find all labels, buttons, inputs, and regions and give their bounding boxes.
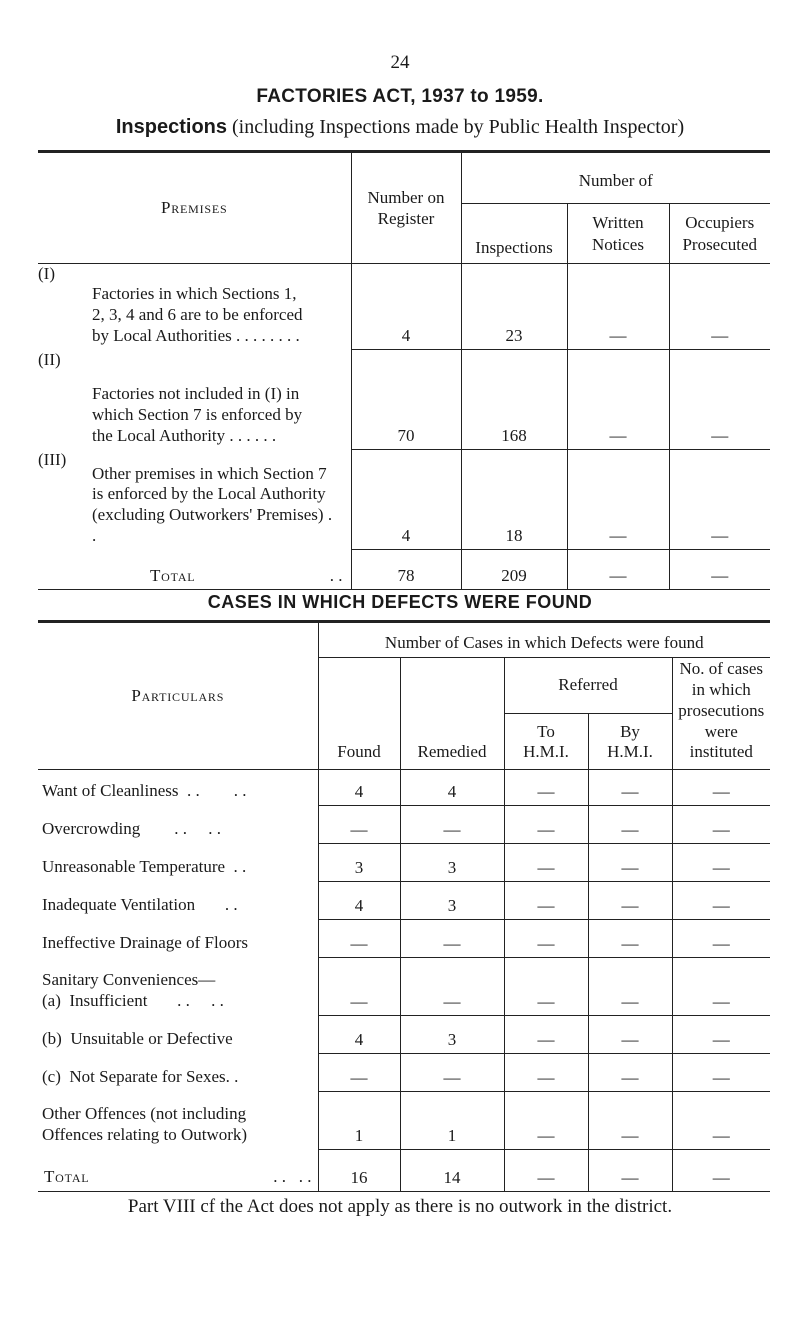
cell-register: 70: [351, 350, 461, 450]
cell-prosecutions: —: [672, 1054, 770, 1092]
header-found: Found: [318, 658, 400, 770]
cell-remedied: 1: [400, 1092, 504, 1150]
total-label: Total . . . .: [38, 1150, 318, 1192]
total-prosecuted: —: [669, 550, 770, 590]
table-row: [38, 350, 770, 450]
cell-prosecuted: —: [669, 450, 770, 550]
row-particulars: Inadequate Ventilation . .: [42, 895, 238, 915]
cell-remedied: 4: [400, 770, 504, 806]
table-row: [38, 1054, 770, 1092]
cell-register: 4: [351, 450, 461, 550]
cell-remedied: 3: [400, 844, 504, 882]
cell-by-hmi: —: [588, 806, 672, 844]
cell-prosecutions: —: [672, 958, 770, 1016]
cell-prosecuted: —: [669, 264, 770, 350]
row-premises-label: (I) Factories in which Sections 1, 2, 3, 4 and 6 are to be enforced by Local Authorities . . . . . . . .: [38, 264, 303, 345]
header-occupiers-prosecuted: Occupiers Prosecuted: [669, 204, 770, 264]
cell-by-hmi: —: [588, 958, 672, 1016]
factories-act-title: FACTORIES ACT, 1937 to 1959.: [256, 86, 544, 107]
defects-title: CASES IN WHICH DEFECTS WERE FOUND: [207, 592, 593, 612]
inspections-subtitle: [0, 116, 800, 139]
cell-to-hmi: —: [504, 770, 588, 806]
table-row: [38, 882, 770, 920]
cell-inspections: 23: [461, 264, 567, 350]
inspections-table: [38, 150, 770, 590]
cell-prosecutions: —: [672, 1016, 770, 1054]
cell-found: —: [318, 1054, 400, 1092]
cell-found: 1: [318, 1092, 400, 1150]
subtitle-rest: (including Inspections made by Public Health Inspector): [227, 116, 685, 138]
cell-found: 3: [318, 844, 400, 882]
cell-inspections: 168: [461, 350, 567, 450]
header-prosecutions: No. of cases in which prosecutions were instituted: [672, 658, 770, 770]
table-row: [38, 1092, 770, 1150]
cell-prosecutions: —: [672, 806, 770, 844]
header-number-of-cases: Number of Cases in which Defects were found: [318, 622, 770, 658]
cell-prosecuted: —: [669, 350, 770, 450]
row-particulars: (b) Unsuitable or Defective: [42, 1029, 233, 1049]
table-row: [38, 264, 770, 350]
cell-by-hmi: —: [588, 1054, 672, 1092]
row-particulars: Unreasonable Temperature . .: [42, 857, 247, 877]
header-referred: Referred: [504, 658, 672, 714]
row-particulars: Other Offences (not including Offences relating to Outwork): [42, 1104, 248, 1145]
cell-found: —: [318, 806, 400, 844]
total-remedied: 14: [400, 1150, 504, 1192]
header-inspections: Inspections: [461, 204, 567, 264]
table-row: [38, 958, 770, 1016]
cell-remedied: —: [400, 920, 504, 958]
cell-by-hmi: —: [588, 844, 672, 882]
cell-prosecutions: —: [672, 844, 770, 882]
cell-to-hmi: —: [504, 882, 588, 920]
cell-notices: —: [567, 264, 669, 350]
total-label: Total . .: [38, 550, 351, 590]
row-particulars: (c) Not Separate for Sexes. .: [42, 1067, 239, 1087]
total-by-hmi: —: [588, 1150, 672, 1192]
page-number: 24: [390, 52, 410, 73]
cell-by-hmi: —: [588, 920, 672, 958]
cell-to-hmi: —: [504, 806, 588, 844]
cell-register: 4: [351, 264, 461, 350]
header-premises: Premises: [38, 152, 351, 264]
total-row: [38, 1150, 770, 1192]
cell-remedied: 3: [400, 1016, 504, 1054]
cell-found: —: [318, 958, 400, 1016]
cell-to-hmi: —: [504, 1092, 588, 1150]
total-found: 16: [318, 1150, 400, 1192]
header-written-notices: Written Notices: [567, 204, 669, 264]
cell-prosecutions: —: [672, 1092, 770, 1150]
table-row: [38, 450, 770, 550]
cell-notices: —: [567, 350, 669, 450]
total-inspections: 209: [461, 550, 567, 590]
row-particulars: Ineffective Drainage of Floors: [42, 933, 248, 953]
table-row: [38, 1016, 770, 1054]
total-register: 78: [351, 550, 461, 590]
header-number-of: Number of: [461, 152, 770, 204]
cell-remedied: —: [400, 1054, 504, 1092]
cell-to-hmi: —: [504, 1016, 588, 1054]
header-particulars: Particulars: [38, 622, 318, 770]
cell-remedied: 3: [400, 882, 504, 920]
defects-table: [38, 620, 770, 1192]
cell-to-hmi: —: [504, 958, 588, 1016]
cell-found: 4: [318, 882, 400, 920]
row-particulars: Want of Cleanliness . . . .: [42, 781, 247, 801]
table-row: [38, 770, 770, 806]
row-particulars: Sanitary Conveniences— (a) Insufficient . . . .: [42, 970, 224, 1011]
footnote: Part VIII cf the Act does not apply as there is no outwork in the district.: [127, 1196, 673, 1217]
header-to-hmi: To H.M.I.: [504, 714, 588, 770]
cell-to-hmi: —: [504, 844, 588, 882]
cell-remedied: —: [400, 958, 504, 1016]
table-row: [38, 844, 770, 882]
subtitle-bold: Inspections: [115, 116, 228, 138]
row-particulars: Overcrowding . . . .: [42, 819, 221, 839]
cell-found: —: [318, 920, 400, 958]
header-remedied: Remedied: [400, 658, 504, 770]
cell-inspections: 18: [461, 450, 567, 550]
table-row: [38, 806, 770, 844]
row-premises-label: (II) Factories not included in (I) in which Section 7 is enforced by the Local Authority . . . . . .: [38, 349, 303, 445]
header-by-hmi: By H.M.I.: [588, 714, 672, 770]
row-premises-label: (III) Other premises in which Section 7 is enforced by the Local Authority (excluding Outworkers' Premises) . .: [38, 449, 333, 545]
cell-notices: —: [567, 450, 669, 550]
cell-found: 4: [318, 770, 400, 806]
cell-to-hmi: —: [504, 1054, 588, 1092]
cell-by-hmi: —: [588, 882, 672, 920]
cell-by-hmi: —: [588, 770, 672, 806]
cell-by-hmi: —: [588, 1016, 672, 1054]
total-notices: —: [567, 550, 669, 590]
table-row: [38, 920, 770, 958]
cell-to-hmi: —: [504, 920, 588, 958]
cell-prosecutions: —: [672, 770, 770, 806]
total-row: [38, 550, 770, 590]
cell-found: 4: [318, 1016, 400, 1054]
total-to-hmi: —: [504, 1150, 588, 1192]
cell-by-hmi: —: [588, 1092, 672, 1150]
cell-prosecutions: —: [672, 882, 770, 920]
header-number-on-register: Number on Register: [351, 152, 461, 264]
cell-prosecutions: —: [672, 920, 770, 958]
cell-remedied: —: [400, 806, 504, 844]
total-prosecutions: —: [672, 1150, 770, 1192]
